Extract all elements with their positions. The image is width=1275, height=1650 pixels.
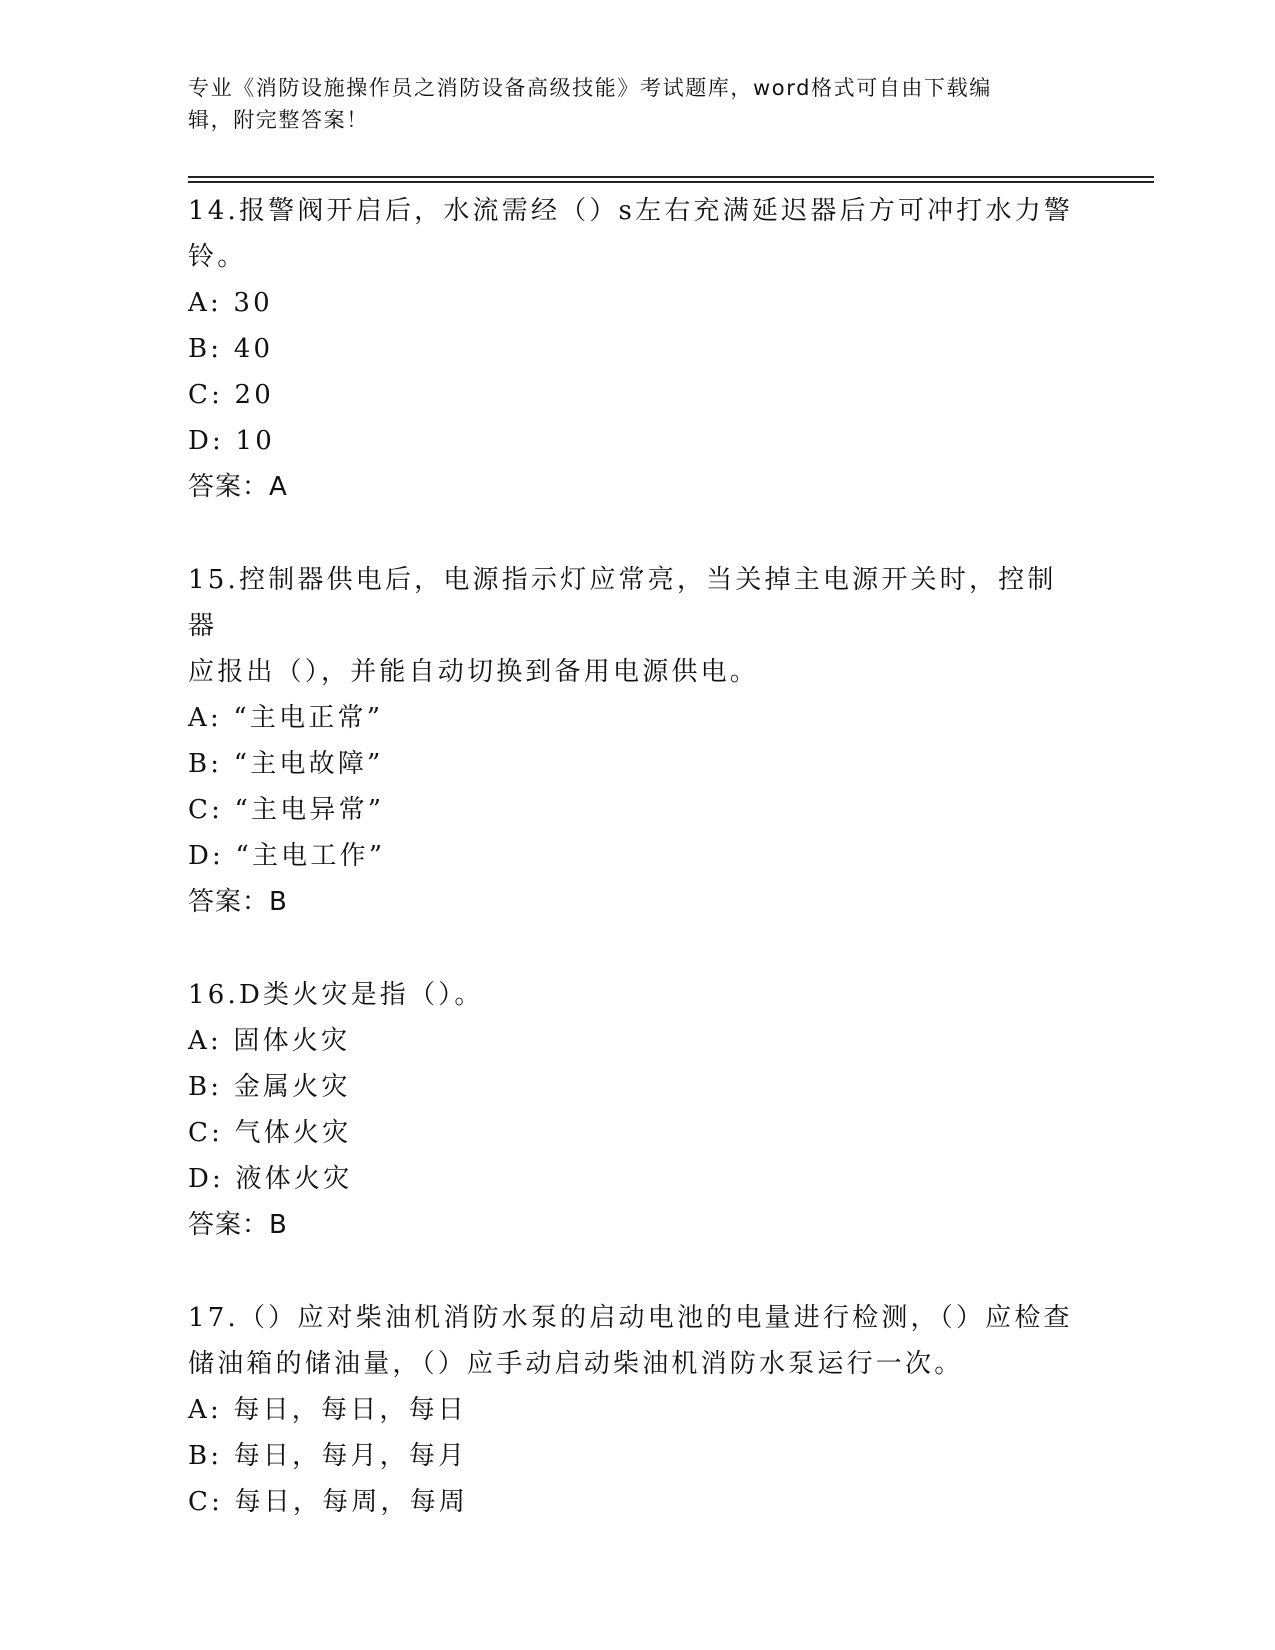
question-stem-line-1: 15.控制器供电后，电源指示灯应常亮，当关掉主电源开关时，控制器 [188,565,1057,641]
option-a: A: “主电正常” [188,703,384,733]
question-stem [188,557,1078,695]
option-c: C: “主电异常” [188,795,385,825]
option-b: B: 每日，每月，每月 [188,1441,468,1471]
question-list [188,188,1078,1572]
question-stem-line-1: 14.报警阀开启后，水流需经（）s左右充满延迟器后方可冲打水力警 [188,196,1074,226]
answer-text: 答案：B [188,887,288,917]
question-16 [188,972,1078,1248]
option-c: C: 气体火灾 [188,1118,352,1148]
question-stem-line-2: 储油箱的储油量，（）应手动启动柴油机消防水泵运行一次。 [188,1349,964,1379]
option-a: A: 30 [188,288,273,318]
option-d: D: 液体火灾 [188,1164,353,1194]
question-stem [188,972,1078,1018]
header-line-2: 辑，附完整答案！ [188,108,369,132]
question-15 [188,557,1078,925]
option-b: B: “主电故障” [188,749,384,779]
option-b: B: 金属火灾 [188,1072,351,1102]
option-a: A: 每日，每日，每日 [188,1395,468,1425]
question-17 [188,1295,1078,1525]
question-stem-line-1: 16.D类火灾是指（）。 [188,980,484,1010]
question-stem-line-2: 应报出（），并能自动切换到备用电源供电。 [188,657,760,687]
option-c: C: 20 [188,380,275,410]
option-a: A: 固体火灾 [188,1026,351,1056]
option-b: B: 40 [188,334,274,364]
question-stem [188,1295,1078,1387]
question-stem-line-2: 铃。 [188,242,247,272]
header-rule-top [188,176,1154,178]
option-d: D: “主电工作” [188,841,386,871]
header-line-1: 专业《消防设施操作员之消防设备高级技能》考试题库，word格式可自由下载编 [188,76,992,100]
header-rule-bottom [188,181,1154,183]
question-stem-line-1: 17.（）应对柴油机消防水泵的启动电池的电量进行检测，（）应检查 [188,1303,1073,1333]
option-c: C: 每日，每周，每周 [188,1487,469,1517]
answer-text: 答案：A [188,472,288,502]
answer-text: 答案：B [188,1210,288,1240]
question-stem [188,188,1078,280]
document-header [188,72,1068,136]
option-d: D: 10 [188,426,275,456]
question-14 [188,188,1078,510]
